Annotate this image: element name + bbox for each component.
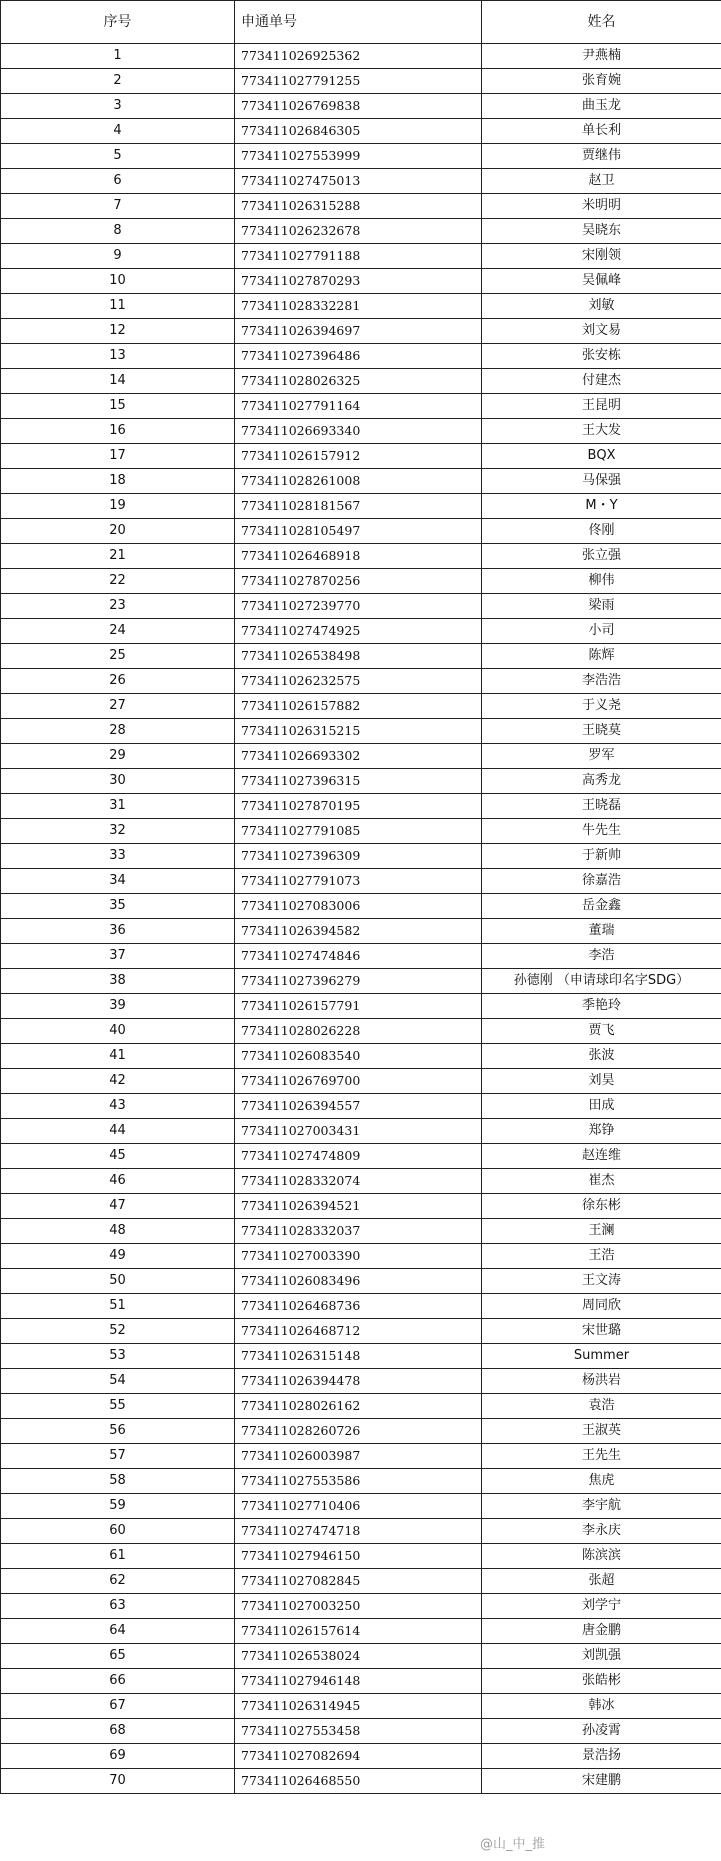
application-number-cell: 773411028026325 — [235, 369, 482, 394]
name-cell: 尹燕楠 — [482, 44, 721, 69]
table-row — [1, 1744, 721, 1769]
application-number-cell: 773411027475013 — [235, 169, 482, 194]
table-row — [1, 544, 721, 569]
application-number-cell: 773411026232678 — [235, 219, 482, 244]
application-number-cell: 773411028260726 — [235, 1419, 482, 1444]
name-cell: 张皓彬 — [482, 1669, 721, 1694]
application-number-cell: 773411026925362 — [235, 44, 482, 69]
application-number-cell: 773411027870256 — [235, 569, 482, 594]
application-number-cell: 773411027082845 — [235, 1569, 482, 1594]
application-number-cell: 773411027553586 — [235, 1469, 482, 1494]
table-row — [1, 1194, 721, 1219]
header-row — [1, 1, 721, 44]
application-number-cell: 773411028261008 — [235, 469, 482, 494]
table-row — [1, 44, 721, 69]
application-number-cell: 773411028332074 — [235, 1169, 482, 1194]
table-row — [1, 1444, 721, 1469]
application-number-cell: 773411026394478 — [235, 1369, 482, 1394]
name-cell: 岳金鑫 — [482, 894, 721, 919]
name-cell: 李浩 — [482, 944, 721, 969]
name-cell: 刘昊 — [482, 1069, 721, 1094]
serial-number-cell: 41 — [1, 1044, 235, 1069]
application-number-cell: 773411028181567 — [235, 494, 482, 519]
application-number-cell: 773411027946148 — [235, 1669, 482, 1694]
serial-number-cell: 67 — [1, 1694, 235, 1719]
serial-number-cell: 57 — [1, 1444, 235, 1469]
application-number-cell: 773411027791085 — [235, 819, 482, 844]
header-name: 姓名 — [482, 1, 721, 44]
table-row — [1, 694, 721, 719]
serial-number-cell: 59 — [1, 1494, 235, 1519]
name-cell: 王昆明 — [482, 394, 721, 419]
name-cell: 孙凌霄 — [482, 1719, 721, 1744]
table-row — [1, 1369, 721, 1394]
application-number-cell: 773411028332037 — [235, 1219, 482, 1244]
application-number-cell: 773411028105497 — [235, 519, 482, 544]
serial-number-cell: 10 — [1, 269, 235, 294]
name-cell: 付建杰 — [482, 369, 721, 394]
application-number-cell: 773411027474809 — [235, 1144, 482, 1169]
serial-number-cell: 70 — [1, 1769, 235, 1794]
serial-number-cell: 23 — [1, 594, 235, 619]
table-row — [1, 1669, 721, 1694]
application-number-cell: 773411026157912 — [235, 444, 482, 469]
application-number-cell: 773411028026162 — [235, 1394, 482, 1419]
table-row — [1, 144, 721, 169]
serial-number-cell: 45 — [1, 1144, 235, 1169]
name-cell: 王淑英 — [482, 1419, 721, 1444]
application-number-cell: 773411027946150 — [235, 1544, 482, 1569]
serial-number-cell: 60 — [1, 1519, 235, 1544]
application-number-cell: 773411026468736 — [235, 1294, 482, 1319]
application-number-cell: 773411026083496 — [235, 1269, 482, 1294]
application-number-cell: 773411026315288 — [235, 194, 482, 219]
table-row — [1, 519, 721, 544]
table-row — [1, 194, 721, 219]
application-number-cell: 773411027474925 — [235, 619, 482, 644]
name-cell: 单长利 — [482, 119, 721, 144]
serial-number-cell: 19 — [1, 494, 235, 519]
name-cell: 刘敏 — [482, 294, 721, 319]
application-number-cell: 773411027082694 — [235, 1744, 482, 1769]
table-row — [1, 319, 721, 344]
table-row — [1, 1269, 721, 1294]
serial-number-cell: 3 — [1, 94, 235, 119]
application-number-cell: 773411027710406 — [235, 1494, 482, 1519]
table-row — [1, 1719, 721, 1744]
serial-number-cell: 47 — [1, 1194, 235, 1219]
name-cell: 刘凯强 — [482, 1644, 721, 1669]
serial-number-cell: 44 — [1, 1119, 235, 1144]
serial-number-cell: 39 — [1, 994, 235, 1019]
name-cell: 袁浩 — [482, 1394, 721, 1419]
application-number-cell: 773411026394697 — [235, 319, 482, 344]
table-row — [1, 919, 721, 944]
table-row — [1, 1594, 721, 1619]
table-row — [1, 669, 721, 694]
name-cell: 于新帅 — [482, 844, 721, 869]
serial-number-cell: 27 — [1, 694, 235, 719]
application-number-cell: 773411026769838 — [235, 94, 482, 119]
application-number-cell: 773411027239770 — [235, 594, 482, 619]
name-cell: 赵卫 — [482, 169, 721, 194]
table-row — [1, 1644, 721, 1669]
name-cell: 高秀龙 — [482, 769, 721, 794]
table-row — [1, 1419, 721, 1444]
name-cell: 季艳玲 — [482, 994, 721, 1019]
name-cell: 陈辉 — [482, 644, 721, 669]
serial-number-cell: 35 — [1, 894, 235, 919]
application-number-cell: 773411026232575 — [235, 669, 482, 694]
name-cell: 王澜 — [482, 1219, 721, 1244]
name-cell: 唐金鹏 — [482, 1619, 721, 1644]
serial-number-cell: 49 — [1, 1244, 235, 1269]
header-serial-number: 序号 — [1, 1, 235, 44]
serial-number-cell: 28 — [1, 719, 235, 744]
name-cell: 刘文易 — [482, 319, 721, 344]
application-number-cell: 773411026538498 — [235, 644, 482, 669]
table-row — [1, 219, 721, 244]
table-row — [1, 944, 721, 969]
table-row — [1, 869, 721, 894]
table-row — [1, 619, 721, 644]
table-row — [1, 1494, 721, 1519]
name-cell: 贾继伟 — [482, 144, 721, 169]
name-cell: 马保强 — [482, 469, 721, 494]
name-cell: 张安栋 — [482, 344, 721, 369]
application-number-cell: 773411026315148 — [235, 1344, 482, 1369]
table-row — [1, 794, 721, 819]
table-row — [1, 744, 721, 769]
application-number-cell: 773411027396309 — [235, 844, 482, 869]
table-row — [1, 419, 721, 444]
serial-number-cell: 36 — [1, 919, 235, 944]
name-cell: 王浩 — [482, 1244, 721, 1269]
application-number-cell: 773411027791188 — [235, 244, 482, 269]
serial-number-cell: 54 — [1, 1369, 235, 1394]
serial-number-cell: 5 — [1, 144, 235, 169]
application-number-cell: 773411026468712 — [235, 1319, 482, 1344]
table-row — [1, 1344, 721, 1369]
table-header — [1, 1, 721, 44]
table-row — [1, 1169, 721, 1194]
name-cell: 梁雨 — [482, 594, 721, 619]
name-cell: 王文涛 — [482, 1269, 721, 1294]
serial-number-cell: 14 — [1, 369, 235, 394]
table-row — [1, 369, 721, 394]
serial-number-cell: 69 — [1, 1744, 235, 1769]
serial-number-cell: 12 — [1, 319, 235, 344]
application-number-cell: 773411026394521 — [235, 1194, 482, 1219]
name-cell: BQX — [482, 444, 721, 469]
application-number-cell: 773411026157614 — [235, 1619, 482, 1644]
weibo-watermark: @山_中_推 — [476, 1836, 549, 1854]
serial-number-cell: 2 — [1, 69, 235, 94]
name-cell: 宋刚领 — [482, 244, 721, 269]
name-cell: 张波 — [482, 1044, 721, 1069]
application-number-cell: 773411026468918 — [235, 544, 482, 569]
name-cell: 焦虎 — [482, 1469, 721, 1494]
name-cell: 宋建鹏 — [482, 1769, 721, 1794]
serial-number-cell: 50 — [1, 1269, 235, 1294]
name-cell: 柳伟 — [482, 569, 721, 594]
name-cell: 景浩扬 — [482, 1744, 721, 1769]
serial-number-cell: 34 — [1, 869, 235, 894]
table-row — [1, 1019, 721, 1044]
serial-number-cell: 13 — [1, 344, 235, 369]
serial-number-cell: 66 — [1, 1669, 235, 1694]
name-cell: 米明明 — [482, 194, 721, 219]
name-cell: 李永庆 — [482, 1519, 721, 1544]
name-cell: 曲玉龙 — [482, 94, 721, 119]
serial-number-cell: 24 — [1, 619, 235, 644]
application-number-cell: 773411027083006 — [235, 894, 482, 919]
name-cell: 罗军 — [482, 744, 721, 769]
name-cell: 宋世璐 — [482, 1319, 721, 1344]
table-row — [1, 269, 721, 294]
application-number-cell: 773411027870195 — [235, 794, 482, 819]
table-row — [1, 769, 721, 794]
serial-number-cell: 55 — [1, 1394, 235, 1419]
serial-number-cell: 58 — [1, 1469, 235, 1494]
table-row — [1, 1119, 721, 1144]
serial-number-cell: 65 — [1, 1644, 235, 1669]
table-row — [1, 1244, 721, 1269]
name-cell: 王晓莫 — [482, 719, 721, 744]
name-cell: 董瑞 — [482, 919, 721, 944]
serial-number-cell: 61 — [1, 1544, 235, 1569]
name-cell: 佟刚 — [482, 519, 721, 544]
application-number-cell: 773411027003250 — [235, 1594, 482, 1619]
table-body — [1, 44, 721, 1794]
name-cell: 杨洪岩 — [482, 1369, 721, 1394]
serial-number-cell: 46 — [1, 1169, 235, 1194]
application-number-cell: 773411026083540 — [235, 1044, 482, 1069]
serial-number-cell: 51 — [1, 1294, 235, 1319]
serial-number-cell: 7 — [1, 194, 235, 219]
table-row — [1, 1394, 721, 1419]
name-cell: 周同欣 — [482, 1294, 721, 1319]
table-row — [1, 1469, 721, 1494]
application-number-cell: 773411027396279 — [235, 969, 482, 994]
table-row — [1, 1544, 721, 1569]
name-cell: 崔杰 — [482, 1169, 721, 1194]
serial-number-cell: 21 — [1, 544, 235, 569]
table-row — [1, 1094, 721, 1119]
application-number-cell: 773411026394582 — [235, 919, 482, 944]
application-number-cell: 773411026693302 — [235, 744, 482, 769]
table-row — [1, 1619, 721, 1644]
table-row — [1, 444, 721, 469]
application-number-cell: 773411026003987 — [235, 1444, 482, 1469]
table-row — [1, 294, 721, 319]
table-row — [1, 119, 721, 144]
name-cell: 王先生 — [482, 1444, 721, 1469]
serial-number-cell: 6 — [1, 169, 235, 194]
name-cell: 田成 — [482, 1094, 721, 1119]
table-row — [1, 969, 721, 994]
serial-number-cell: 30 — [1, 769, 235, 794]
table-row — [1, 469, 721, 494]
table-row — [1, 1144, 721, 1169]
table-row — [1, 1069, 721, 1094]
application-number-cell: 773411026394557 — [235, 1094, 482, 1119]
application-number-cell: 773411026846305 — [235, 119, 482, 144]
serial-number-cell: 31 — [1, 794, 235, 819]
name-cell: 张超 — [482, 1569, 721, 1594]
application-number-cell: 773411028332281 — [235, 294, 482, 319]
header-application-number: 申通单号 — [235, 1, 482, 44]
serial-number-cell: 29 — [1, 744, 235, 769]
serial-number-cell: 25 — [1, 644, 235, 669]
application-number-cell: 773411027870293 — [235, 269, 482, 294]
table-row — [1, 1219, 721, 1244]
table-row — [1, 894, 721, 919]
table-row — [1, 1694, 721, 1719]
serial-number-cell: 56 — [1, 1419, 235, 1444]
serial-number-cell: 4 — [1, 119, 235, 144]
serial-number-cell: 42 — [1, 1069, 235, 1094]
table-row — [1, 1294, 721, 1319]
serial-number-cell: 53 — [1, 1344, 235, 1369]
serial-number-cell: 26 — [1, 669, 235, 694]
serial-number-cell: 68 — [1, 1719, 235, 1744]
serial-number-cell: 18 — [1, 469, 235, 494]
application-number-cell: 773411027003390 — [235, 1244, 482, 1269]
table-row — [1, 994, 721, 1019]
application-number-cell: 773411026157882 — [235, 694, 482, 719]
serial-number-cell: 40 — [1, 1019, 235, 1044]
table-row — [1, 69, 721, 94]
serial-number-cell: 32 — [1, 819, 235, 844]
application-number-cell: 773411027791073 — [235, 869, 482, 894]
table-row — [1, 1769, 721, 1794]
application-number-cell: 773411027791255 — [235, 69, 482, 94]
name-cell: Summer — [482, 1344, 721, 1369]
application-number-cell: 773411027396486 — [235, 344, 482, 369]
name-cell: 张育婉 — [482, 69, 721, 94]
application-number-cell: 773411028026228 — [235, 1019, 482, 1044]
name-cell: 小司 — [482, 619, 721, 644]
application-number-cell: 773411026157791 — [235, 994, 482, 1019]
serial-number-cell: 64 — [1, 1619, 235, 1644]
application-number-cell: 773411026769700 — [235, 1069, 482, 1094]
serial-number-cell: 11 — [1, 294, 235, 319]
application-number-cell: 773411026693340 — [235, 419, 482, 444]
name-cell: 贾飞 — [482, 1019, 721, 1044]
name-cell: 赵连维 — [482, 1144, 721, 1169]
application-number-cell: 773411027474718 — [235, 1519, 482, 1544]
name-cell: M・Y — [482, 494, 721, 519]
name-cell: 牛先生 — [482, 819, 721, 844]
application-number-cell: 773411027003431 — [235, 1119, 482, 1144]
name-cell: 孙德刚 （申请球印名字SDG） — [482, 969, 721, 994]
name-cell: 陈滨滨 — [482, 1544, 721, 1569]
name-cell: 王晓磊 — [482, 794, 721, 819]
table-row — [1, 819, 721, 844]
serial-number-cell: 33 — [1, 844, 235, 869]
application-number-cell: 773411027474846 — [235, 944, 482, 969]
serial-number-cell: 48 — [1, 1219, 235, 1244]
serial-number-cell: 9 — [1, 244, 235, 269]
application-number-cell: 773411026468550 — [235, 1769, 482, 1794]
table-row — [1, 244, 721, 269]
table-row — [1, 594, 721, 619]
serial-number-cell: 15 — [1, 394, 235, 419]
table-row — [1, 94, 721, 119]
serial-number-cell: 8 — [1, 219, 235, 244]
serial-number-cell: 22 — [1, 569, 235, 594]
serial-number-cell: 37 — [1, 944, 235, 969]
name-cell: 吴佩峰 — [482, 269, 721, 294]
table-row — [1, 719, 721, 744]
table-row — [1, 569, 721, 594]
name-cell: 徐东彬 — [482, 1194, 721, 1219]
name-cell: 张立强 — [482, 544, 721, 569]
application-number-cell: 773411026314945 — [235, 1694, 482, 1719]
table-row — [1, 1044, 721, 1069]
application-number-cell: 773411027791164 — [235, 394, 482, 419]
serial-number-cell: 52 — [1, 1319, 235, 1344]
name-cell: 李宇航 — [482, 1494, 721, 1519]
serial-number-cell: 62 — [1, 1569, 235, 1594]
table-row — [1, 169, 721, 194]
table-row — [1, 344, 721, 369]
name-cell: 王大发 — [482, 419, 721, 444]
name-cell: 吴晓东 — [482, 219, 721, 244]
table-row — [1, 644, 721, 669]
name-cell: 刘学宁 — [482, 1594, 721, 1619]
serial-number-cell: 43 — [1, 1094, 235, 1119]
serial-number-cell: 17 — [1, 444, 235, 469]
serial-number-cell: 1 — [1, 44, 235, 69]
application-number-cell: 773411027553999 — [235, 144, 482, 169]
application-number-cell: 773411027396315 — [235, 769, 482, 794]
table-row — [1, 394, 721, 419]
name-cell: 韩冰 — [482, 1694, 721, 1719]
table-row — [1, 844, 721, 869]
application-number-cell: 773411026538024 — [235, 1644, 482, 1669]
application-number-cell: 773411026315215 — [235, 719, 482, 744]
serial-number-cell: 16 — [1, 419, 235, 444]
table-row — [1, 1519, 721, 1544]
name-cell: 于义尧 — [482, 694, 721, 719]
serial-number-cell: 38 — [1, 969, 235, 994]
serial-number-cell: 20 — [1, 519, 235, 544]
application-number-cell: 773411027553458 — [235, 1719, 482, 1744]
name-cell: 郑铮 — [482, 1119, 721, 1144]
name-cell: 徐嘉浩 — [482, 869, 721, 894]
table-row — [1, 1569, 721, 1594]
serial-number-cell: 63 — [1, 1594, 235, 1619]
name-cell: 李浩浩 — [482, 669, 721, 694]
table-row — [1, 494, 721, 519]
table-row — [1, 1319, 721, 1344]
